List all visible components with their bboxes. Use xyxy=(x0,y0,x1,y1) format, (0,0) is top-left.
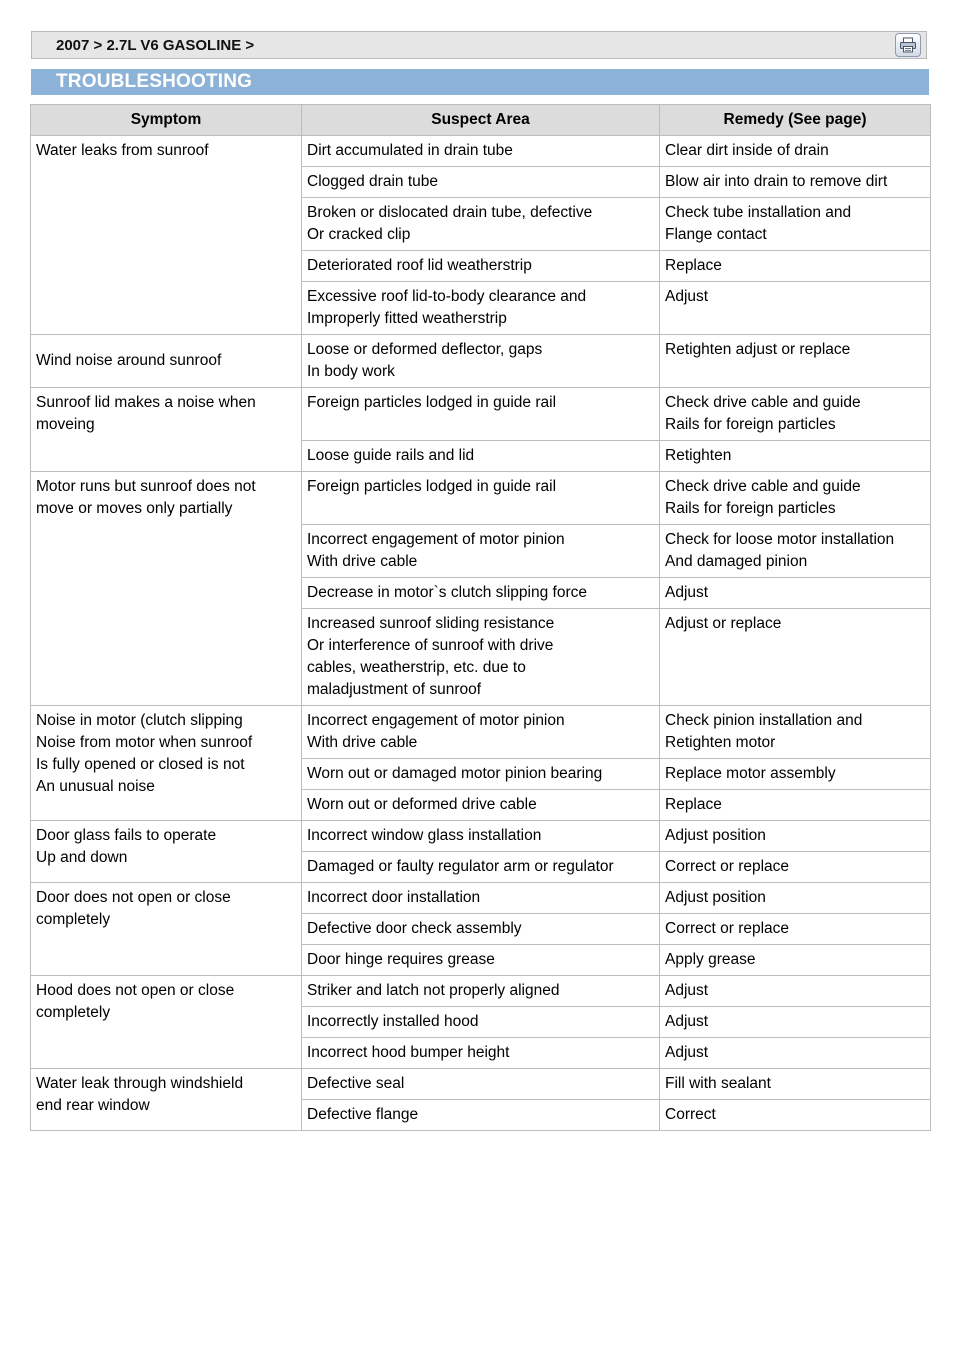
suspect-area-line: Incorrect hood bumper height xyxy=(307,1044,510,1061)
remedy-line: Blow air into drain to remove dirt xyxy=(665,173,888,190)
header-remedy: Remedy (See page) xyxy=(660,105,931,136)
remedy-cell xyxy=(660,472,931,525)
remedy-line: Adjust position xyxy=(665,889,766,906)
suspect-area-cell xyxy=(302,945,660,976)
suspect-area-cell xyxy=(302,335,660,388)
remedy-cell xyxy=(660,706,931,759)
symptom-line: An unusual noise xyxy=(36,778,155,795)
remedy-cell xyxy=(660,821,931,852)
header-symptom: Symptom xyxy=(31,105,302,136)
remedy-line: Adjust xyxy=(665,288,709,305)
troubleshooting-table xyxy=(30,104,931,1131)
suspect-area-cell xyxy=(302,790,660,821)
remedy-cell xyxy=(660,790,931,821)
suspect-area-line: Dirt accumulated in drain tube xyxy=(307,142,513,159)
suspect-area-line: In body work xyxy=(307,363,395,380)
symptom-line: Noise in motor (clutch slipping xyxy=(36,712,243,729)
suspect-area-line: Damaged or faulty regulator arm or regulator xyxy=(307,858,614,875)
remedy-cell xyxy=(660,167,931,198)
suspect-area-cell xyxy=(302,609,660,706)
remedy-line: Retighten adjust or replace xyxy=(665,341,851,358)
remedy-cell xyxy=(660,441,931,472)
title-bar xyxy=(31,69,929,95)
suspect-area-cell xyxy=(302,167,660,198)
table-row xyxy=(31,883,931,914)
remedy-cell xyxy=(660,578,931,609)
suspect-area-cell xyxy=(302,251,660,282)
remedy-line: Retighten motor xyxy=(665,734,776,751)
remedy-cell xyxy=(660,1038,931,1069)
symptom-line: move or moves only partially xyxy=(36,500,233,517)
suspect-area-line: Or cracked clip xyxy=(307,226,411,243)
suspect-area-line: Decrease in motor`s clutch slipping force xyxy=(307,584,587,601)
suspect-area-cell xyxy=(302,1100,660,1131)
symptom-line: Noise from motor when sunroof xyxy=(36,734,253,751)
suspect-area-cell xyxy=(302,388,660,441)
table-row xyxy=(31,136,931,167)
symptom-cell xyxy=(31,136,302,335)
suspect-area-line: Excessive roof lid-to-body clearance and xyxy=(307,288,587,305)
remedy-line: Replace xyxy=(665,257,722,274)
suspect-area-line: With drive cable xyxy=(307,553,418,570)
remedy-cell xyxy=(660,759,931,790)
symptom-cell xyxy=(31,388,302,472)
suspect-area-line: Worn out or deformed drive cable xyxy=(307,796,537,813)
suspect-area-line: Defective door check assembly xyxy=(307,920,522,937)
suspect-area-line: Broken or dislocated drain tube, defective xyxy=(307,204,593,221)
remedy-cell xyxy=(660,335,931,388)
remedy-line: Correct or replace xyxy=(665,920,790,937)
remedy-line: Replace xyxy=(665,796,722,813)
symptom-line: end rear window xyxy=(36,1097,150,1114)
remedy-cell xyxy=(660,852,931,883)
symptom-line: Hood does not open or close xyxy=(36,982,235,999)
suspect-area-line: Incorrectly installed hood xyxy=(307,1013,479,1030)
symptom-line: Water leaks from sunroof xyxy=(36,142,209,159)
suspect-area-cell xyxy=(302,1069,660,1100)
suspect-area-line: Incorrect window glass installation xyxy=(307,827,542,844)
suspect-area-line: Loose or deformed deflector, gaps xyxy=(307,341,543,358)
table-row xyxy=(31,976,931,1007)
breadcrumb-bar xyxy=(31,31,927,59)
remedy-cell xyxy=(660,976,931,1007)
suspect-area-line: Foreign particles lodged in guide rail xyxy=(307,478,557,495)
symptom-line: Up and down xyxy=(36,849,128,866)
suspect-area-cell xyxy=(302,282,660,335)
remedy-line: Check drive cable and guide xyxy=(665,394,861,411)
suspect-area-line: Incorrect engagement of motor pinion xyxy=(307,712,565,729)
table-row xyxy=(31,388,931,441)
symptom-line: Motor runs but sunroof does not xyxy=(36,478,256,495)
remedy-line: Check drive cable and guide xyxy=(665,478,861,495)
remedy-line: Check pinion installation and xyxy=(665,712,863,729)
suspect-area-cell xyxy=(302,976,660,1007)
remedy-line: Retighten xyxy=(665,447,732,464)
table-body xyxy=(31,136,931,1131)
symptom-line: completely xyxy=(36,1004,111,1021)
suspect-area-line: Deteriorated roof lid weatherstrip xyxy=(307,257,532,274)
suspect-area-line: Door hinge requires grease xyxy=(307,951,495,968)
table-row xyxy=(31,1069,931,1100)
suspect-area-line: Defective seal xyxy=(307,1075,405,1092)
remedy-line: Replace motor assembly xyxy=(665,765,836,782)
remedy-line: Rails for foreign particles xyxy=(665,500,836,517)
symptom-line: Wind noise around sunroof xyxy=(36,352,222,369)
symptom-line: completely xyxy=(36,911,111,928)
suspect-area-cell xyxy=(302,525,660,578)
symptom-line: Sunroof lid makes a noise when xyxy=(36,394,256,411)
suspect-area-line: cables, weatherstrip, etc. due to xyxy=(307,659,526,676)
suspect-area-cell xyxy=(302,852,660,883)
suspect-area-line: Incorrect engagement of motor pinion xyxy=(307,531,565,548)
suspect-area-cell xyxy=(302,1038,660,1069)
printer-icon xyxy=(899,37,917,53)
remedy-line: Adjust position xyxy=(665,827,766,844)
remedy-line: Flange contact xyxy=(665,226,767,243)
suspect-area-line: Striker and latch not properly aligned xyxy=(307,982,560,999)
remedy-cell xyxy=(660,251,931,282)
remedy-line: Adjust xyxy=(665,982,709,999)
symptom-cell xyxy=(31,706,302,821)
suspect-area-line: Defective flange xyxy=(307,1106,419,1123)
suspect-area-line: Foreign particles lodged in guide rail xyxy=(307,394,557,411)
table-row xyxy=(31,706,931,759)
symptom-cell xyxy=(31,335,302,388)
header-suspect-area: Suspect Area xyxy=(302,105,660,136)
symptom-cell xyxy=(31,821,302,883)
suspect-area-cell xyxy=(302,914,660,945)
remedy-line: Check tube installation and xyxy=(665,204,852,221)
remedy-cell xyxy=(660,609,931,706)
symptom-cell xyxy=(31,883,302,976)
symptom-line: Water leak through windshield xyxy=(36,1075,244,1092)
suspect-area-cell xyxy=(302,1007,660,1038)
suspect-area-cell xyxy=(302,198,660,251)
suspect-area-cell xyxy=(302,759,660,790)
remedy-cell xyxy=(660,198,931,251)
remedy-line: Adjust xyxy=(665,584,709,601)
remedy-cell xyxy=(660,945,931,976)
suspect-area-line: Clogged drain tube xyxy=(307,173,438,190)
remedy-cell xyxy=(660,914,931,945)
table-row xyxy=(31,821,931,852)
remedy-cell xyxy=(660,1069,931,1100)
suspect-area-cell xyxy=(302,578,660,609)
remedy-cell xyxy=(660,525,931,578)
symptom-cell xyxy=(31,472,302,706)
remedy-line: Adjust or replace xyxy=(665,615,782,632)
remedy-cell xyxy=(660,1100,931,1131)
suspect-area-cell xyxy=(302,883,660,914)
page-title: TROUBLESHOOTING xyxy=(56,71,253,92)
suspect-area-cell xyxy=(302,706,660,759)
table-row xyxy=(31,472,931,525)
remedy-cell xyxy=(660,1007,931,1038)
remedy-line: Rails for foreign particles xyxy=(665,416,836,433)
table-header-row xyxy=(31,105,931,136)
table-row xyxy=(31,335,931,388)
suspect-area-line: Worn out or damaged motor pinion bearing xyxy=(307,765,603,782)
remedy-line: Apply grease xyxy=(665,951,756,968)
remedy-cell xyxy=(660,388,931,441)
suspect-area-cell xyxy=(302,441,660,472)
suspect-area-line: With drive cable xyxy=(307,734,418,751)
remedy-line: Clear dirt inside of drain xyxy=(665,142,829,159)
suspect-area-cell xyxy=(302,821,660,852)
remedy-line: Adjust xyxy=(665,1044,709,1061)
breadcrumb[interactable]: 2007 > 2.7L V6 GASOLINE > xyxy=(56,37,255,54)
symptom-cell xyxy=(31,976,302,1069)
suspect-area-cell xyxy=(302,472,660,525)
remedy-line: Fill with sealant xyxy=(665,1075,771,1092)
print-button[interactable] xyxy=(895,33,921,57)
suspect-area-line: Or interference of sunroof with drive xyxy=(307,637,554,654)
remedy-cell xyxy=(660,136,931,167)
suspect-area-line: Increased sunroof sliding resistance xyxy=(307,615,555,632)
suspect-area-line: Improperly fitted weatherstrip xyxy=(307,310,507,327)
symptom-line: Is fully opened or closed is not xyxy=(36,756,245,773)
suspect-area-line: Incorrect door installation xyxy=(307,889,481,906)
suspect-area-line: Loose guide rails and lid xyxy=(307,447,475,464)
symptom-cell xyxy=(31,1069,302,1131)
remedy-cell xyxy=(660,883,931,914)
remedy-cell xyxy=(660,282,931,335)
remedy-line: Correct or replace xyxy=(665,858,790,875)
remedy-line: Check for loose motor installation xyxy=(665,531,895,548)
suspect-area-cell xyxy=(302,136,660,167)
suspect-area-line: maladjustment of sunroof xyxy=(307,681,482,698)
symptom-line: Door glass fails to operate xyxy=(36,827,217,844)
remedy-line: Correct xyxy=(665,1106,716,1123)
symptom-line: Door does not open or close xyxy=(36,889,231,906)
symptom-line: moveing xyxy=(36,416,95,433)
remedy-line: And damaged pinion xyxy=(665,553,808,570)
remedy-line: Adjust xyxy=(665,1013,709,1030)
